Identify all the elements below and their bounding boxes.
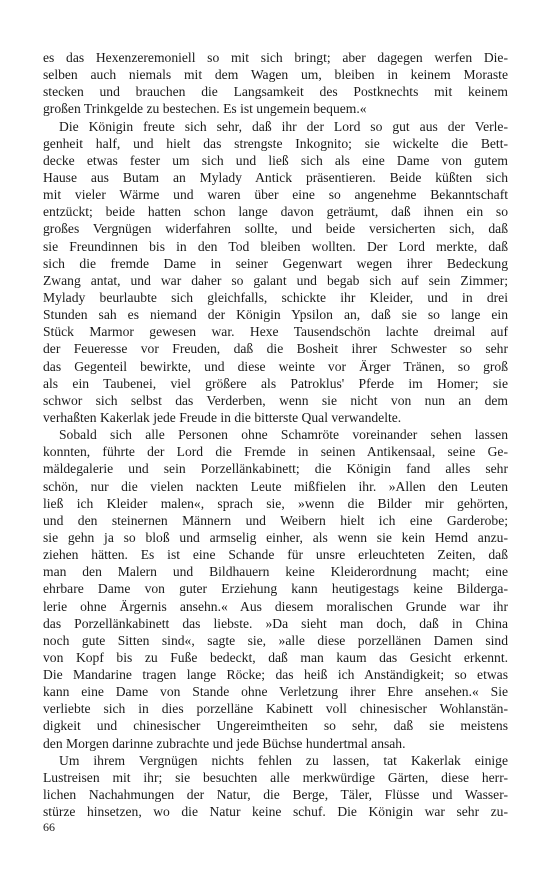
- text-line: stecken und brauchen die Langsamkeit des Postknechts mit keinem: [43, 84, 508, 100]
- text-line: Die Königin freute sich sehr, daß ihr der Lord so gut aus der Verle-: [59, 118, 508, 134]
- text-line: es das Hexenzeremoniell so mit sich bringt; aber dagegen werfen Die-: [43, 50, 508, 65]
- text-line: großes Vergnügen widerfahren sollte, und beide versicherten sich, daß: [43, 221, 508, 237]
- text-line: das Porzellänkabinett das liebste. »Da sieht man doch, daß in China: [43, 615, 508, 631]
- text-line: Hause aus Butam an Mylady Antick präsentieren. Beide küßten sich: [43, 169, 508, 185]
- text-line: großen Trinkgelde zu bestechen. Es ist ungemein bequem.«: [43, 101, 367, 117]
- text-line: ließ ich Kleider malen«, sprach sie, »wenn die Bilder mir gehörten,: [43, 495, 508, 511]
- text-line: sich die fremde Dame in seiner Gegenwart wegen ihrer Bedeckung: [43, 255, 508, 271]
- text-line: sie gehn ja so bloß und armselig einher, als wenn sie kein Hemd anzu-: [43, 529, 508, 545]
- text-line: Stunden sah es niemand der Königin Ypsilon an, daß sie so lange ein: [43, 307, 508, 323]
- text-line: Mylady beurlaubte sich gleichfalls, schickte ihr Kleider, und in drei: [43, 289, 508, 305]
- text-line: stürze hinsetzen, wo die Natur keine schuf. Die Königin war sehr zu-: [43, 804, 508, 820]
- text-line: mit vieler Wärme und waren über eine so angenehme Bekanntschaft: [43, 187, 508, 203]
- paragraph: [43, 752, 508, 821]
- text-line: als ein Taubenei, viel größere als Patroklus' Pferde im Homer; sie: [43, 375, 508, 391]
- text-line: das Gegenteil bewirkte, und diese weinte vor Ärger Tränen, so groß: [43, 358, 508, 374]
- text-line: selben auch niemals mit dem Wagen um, bleiben in keinem Moraste: [43, 67, 508, 83]
- text-line: und den steinernen Männern und Weibern hielt ich eine Garderobe;: [43, 512, 508, 528]
- text-line: Lustreisen mit ihr; sie besuchten alle merkwürdige Gärten, diese herr-: [43, 769, 508, 785]
- text-line: von Kopf bis zu Fuße bedeckt, daß man kaum das Gesicht erkennt.: [43, 649, 508, 665]
- text-line: verhaßten Kakerlak jede Freude in die bitterste Qual verwandelte.: [43, 409, 402, 425]
- text-line: entzückt; beide hatten schon lange davon geträumt, daß ihnen ein so: [43, 204, 508, 220]
- text-line: verliebte sich in dies porzelläne Kabinett voll chinesischer Wohlanstän-: [43, 701, 508, 717]
- page-number: 66: [43, 820, 55, 834]
- text-line: lichen Nachahmungen der Natur, die Berge, Täler, Flüsse und Wasser-: [43, 787, 508, 803]
- paragraph: [43, 426, 508, 752]
- text-line: Stück Marmor gewesen war. Hexe Tausendschön lachte dreimal auf: [43, 324, 508, 340]
- text-line: Um ihrem Vergnügen nichts fehlen zu lassen, tat Kakerlak einige: [59, 752, 508, 768]
- paragraph: [43, 49, 508, 118]
- paragraph: [43, 118, 508, 427]
- text-line: sie Freundinnen bis in den Tod bleiben wollten. Der Lord merkte, daß: [43, 238, 508, 254]
- text-line: Zwang antat, und war daher so galant und begab sich auf sein Zimmer;: [43, 272, 508, 288]
- text-line: noch gute Sitten sind«, sagte sie, »alle diese porzellänen Damen sind: [43, 632, 508, 648]
- text-line: Die Mandarine tragen lange Röcke; das heiß ich Anständigkeit; so etwas: [43, 667, 508, 683]
- book-page: [43, 49, 508, 820]
- text-line: konnten, führte der Lord die Fremde in seinen Antikensaal, seine Ge-: [43, 444, 508, 460]
- text-line: schwor sich selbst das Verderben, wenn sie nicht von nun an dem: [43, 392, 508, 408]
- text-line: decke etwas fester um sich und ließ sich als eine Dame von gutem: [43, 152, 508, 168]
- text-line: schön, nur die vielen nackten Leute mißfielen ihr. »Allen den Leuten: [43, 478, 508, 494]
- text-line: ziehen hätten. Es ist eine Schande für unsre erleuchteten Zeiten, daß: [43, 547, 508, 563]
- text-line: lerie ohne Ärgernis ansehn.« Aus diesem moralischen Grunde war ihr: [43, 598, 508, 614]
- text-line: mäldegalerie und sein Porzellänkabinett; die Königin fand alles sehr: [43, 461, 508, 477]
- text-line: digkeit und chinesischer Ungereimtheiten so sehr, daß sie meistens: [43, 718, 508, 734]
- text-line: man den Malern und Bildhauern keine Kleiderordnung macht; eine: [43, 564, 508, 580]
- text-line: Sobald sich alle Personen ohne Schamröte voreinander sehen lassen: [59, 427, 508, 443]
- text-line: genheit half, und hielt das strengste Inkognito; sie wickelte die Bett-: [43, 135, 508, 151]
- text-line: der Feueresse vor Freuden, daß die Bosheit ihrer Schwester so sehr: [43, 341, 508, 357]
- text-line: kann eine Dame von Stande ohne Verletzung ihrer Ehre ansehen.« Sie: [43, 684, 508, 700]
- text-line: den Morgen darinne zubrachte und jede Büchse hundertmal ansah.: [43, 735, 406, 751]
- text-line: ehrbare Dame von guter Erziehung kann heutigestags keine Bilderga-: [43, 581, 508, 597]
